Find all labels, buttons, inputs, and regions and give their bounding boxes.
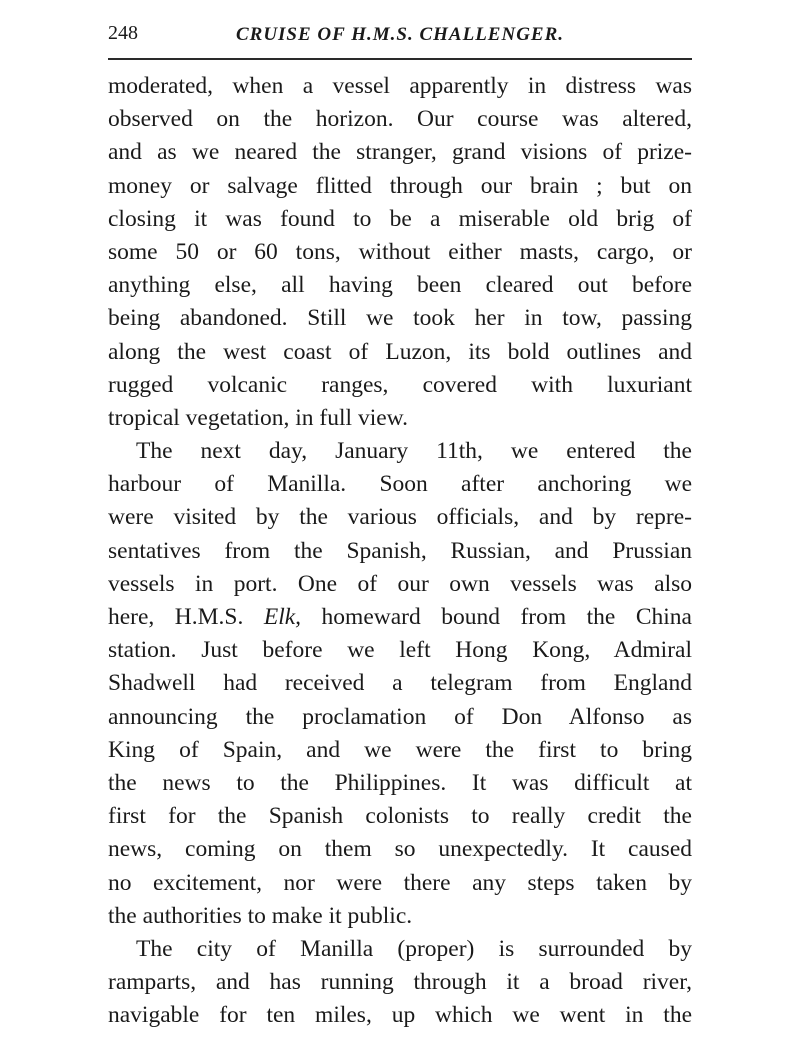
text-line: money or salvage flitted through our brain ; but on <box>108 172 692 199</box>
text-line: The next day, January 11th, we entered the <box>136 438 692 465</box>
text-line: announcing the proclamation of Don Alfonso as <box>108 703 692 730</box>
text-line: The city of Manilla (proper) is surrounded by <box>136 935 692 962</box>
body-text <box>108 70 692 1032</box>
elk-prefix: here, H.M.S. <box>108 604 264 630</box>
ship-name-elk: Elk, <box>263 604 302 630</box>
text-line: no excitement, nor were there any steps taken by <box>108 869 692 896</box>
text-line: observed on the horizon. Our course was altered, <box>108 106 692 133</box>
running-title: CRUISE OF H.M.S. CHALLENGER. <box>235 24 565 45</box>
running-header <box>108 20 692 50</box>
paragraph-1 <box>108 70 692 435</box>
text-line: navigable for ten miles, up which we went in the <box>108 1002 692 1029</box>
text-line: the authorities to make it public. <box>108 902 413 929</box>
text-line: King of Spain, and we were the first to bring <box>108 736 692 763</box>
text-line: anything else, all having been cleared out before <box>108 272 692 299</box>
elk-suffix: homeward bound from the China <box>301 604 692 630</box>
text-line: being abandoned. Still we took her in tow, passing <box>108 305 692 332</box>
text-line: rugged volcanic ranges, covered with luxuriant <box>108 371 692 398</box>
text-line: along the west coast of Luzon, its bold outlines and <box>108 338 692 365</box>
text-line: were visited by the various officials, and by repre- <box>108 504 692 531</box>
text-line: closing it was found to be a miserable old brig of <box>108 205 692 232</box>
text-line: and as we neared the stranger, grand visions of prize- <box>108 139 692 166</box>
page-number: 248 <box>108 22 138 44</box>
text-line: vessels in port. One of our own vessels was also <box>108 570 692 597</box>
text-line: first for the Spanish colonists to really credit the <box>108 803 692 830</box>
text-line: Shadwell had received a telegram from England <box>108 670 692 697</box>
text-line: harbour of Manilla. Soon after anchoring we <box>108 471 692 498</box>
text-line: moderated, when a vessel apparently in distress was <box>108 73 692 99</box>
text-line: the news to the Philippines. It was difficult at <box>108 769 692 796</box>
text-line: ramparts, and has running through it a broad river, <box>108 969 692 996</box>
header-rule <box>108 58 692 60</box>
text-line: some 50 or 60 tons, without either masts, cargo, or <box>108 238 692 265</box>
text-line: station. Just before we left Hong Kong, Admiral <box>108 637 692 664</box>
text-line: tropical vegetation, in full view. <box>108 404 408 431</box>
text-line: sentatives from the Spanish, Russian, and Prussian <box>108 537 692 564</box>
paragraph-2 <box>108 435 692 933</box>
text-line-elk <box>108 601 692 634</box>
text-line: news, coming on them so unexpectedly. It caused <box>108 836 692 863</box>
paragraph-3 <box>108 933 692 1033</box>
